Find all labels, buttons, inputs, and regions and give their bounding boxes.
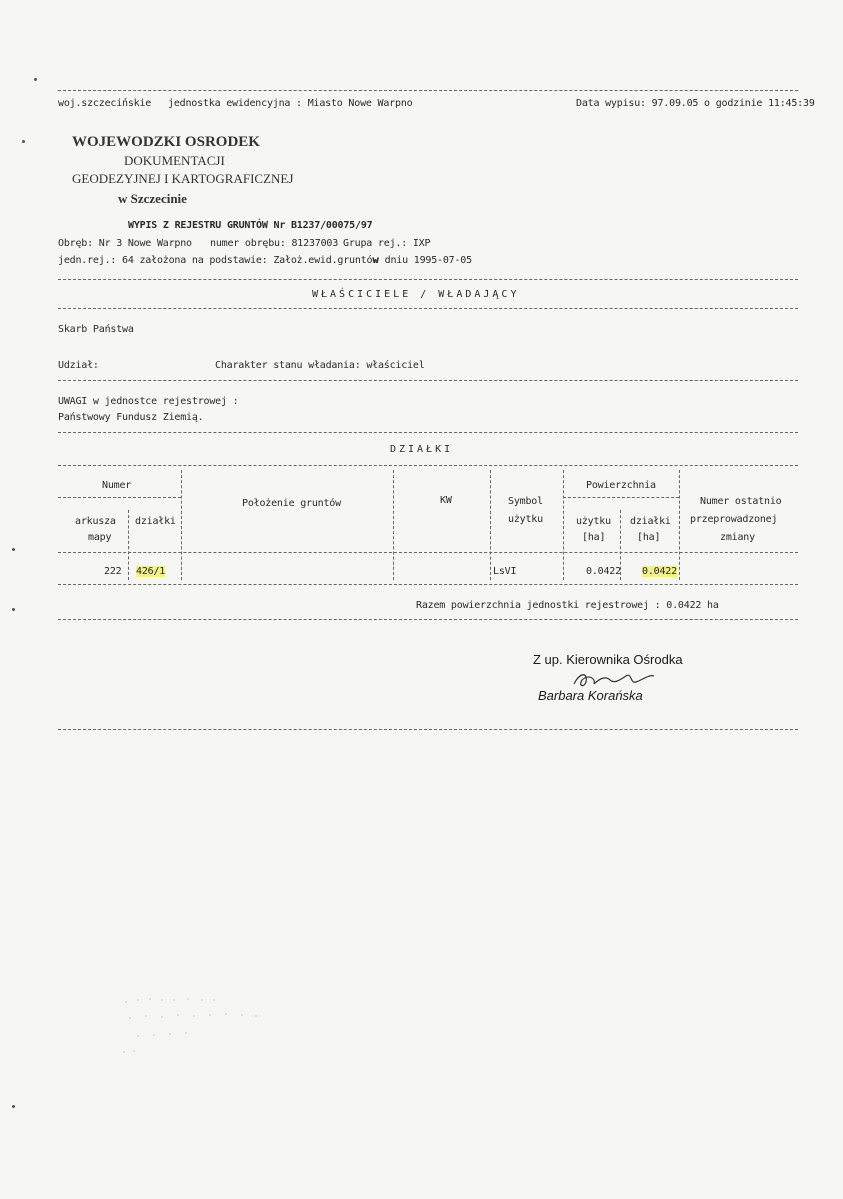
col-sep (128, 510, 129, 580)
rule (563, 497, 679, 498)
total-area: Razem powierzchnia jednostki rejestrowej : 0.0422 ha (416, 600, 719, 611)
stamp-line3: GEODEZYJNEJ I KARTOGRAFICZNEJ (72, 171, 294, 186)
col-sep (490, 470, 491, 580)
rule (58, 619, 798, 620)
bleed-through-smudge (118, 990, 268, 1060)
punch-hole (12, 1105, 15, 1108)
col-numer: Numer (102, 480, 132, 491)
obreb: Obręb: Nr 3 Nowe Warpno (58, 238, 192, 249)
grupa: Grupa rej.: IXP (343, 238, 431, 249)
col-sep (563, 470, 564, 580)
registry-title: WYPIS Z REJESTRU GRUNTÓW Nr B1237/00075/97 (128, 220, 373, 231)
rule (58, 584, 798, 585)
unit-label: jednostka ewidencyjna : Miasto Nowe Warpno (168, 98, 413, 109)
jedn-rej: jedn.rej.: 64 założona na podstawie: Założ.ewid.gruntów (58, 255, 379, 266)
rule (58, 497, 181, 498)
col-zmiany-1: Numer ostatnio (700, 496, 782, 507)
stamp-line4: w Szczecinie (118, 191, 187, 206)
punch-hole (22, 140, 25, 143)
col-sep (393, 470, 394, 580)
col-zmiany-2: przeprowadzonej (690, 514, 778, 525)
col-ha-dzialki: [ha] (637, 532, 661, 543)
registry-date: w dniu 1995-07-05 (373, 255, 472, 266)
col-uzytku: użytku (508, 514, 543, 525)
notes-label: UWAGI w jednostce rejestrowej : (58, 396, 239, 407)
stamp-line1: WOJEWODZKI OSRODEK (72, 134, 260, 150)
rule (58, 90, 798, 91)
punch-hole (12, 548, 15, 551)
rule (58, 308, 798, 309)
col-pow-dzialki: działki (630, 516, 671, 527)
col-dzialki: działki (135, 516, 176, 527)
col-mapy: mapy (88, 532, 112, 543)
col-kw: KW (440, 495, 452, 506)
signatory-name: Barbara Korańska (538, 688, 643, 703)
voivodeship: woj.szczecińskie (58, 98, 152, 109)
rule (58, 465, 798, 466)
col-polozenie: Położenie gruntów (242, 498, 341, 509)
ownership-character: Charakter stanu władania: właściciel (215, 360, 425, 371)
parcels-title: DZIAŁKI (390, 444, 454, 455)
rule (58, 729, 798, 730)
col-zmiany-3: zmiany (720, 532, 755, 543)
col-sep (679, 470, 680, 580)
col-ha-uzytku: [ha] (582, 532, 606, 543)
stamp-line2: DOKUMENTACJI (124, 153, 225, 168)
punch-hole (34, 78, 37, 81)
col-symbol: Symbol (508, 496, 543, 507)
share-label: Udział: (58, 360, 99, 371)
col-sep (181, 470, 182, 580)
extract-date: Data wypisu: 97.09.05 o godzinie 11:45:39 (576, 98, 815, 109)
rule (58, 380, 798, 381)
rule (58, 552, 798, 553)
row-dzialka: 426/1 (136, 566, 166, 577)
row-pow-dzialki: 0.0422 (642, 566, 677, 577)
handwritten-signature (570, 668, 680, 690)
signature-title: Z up. Kierownika Ośrodka (533, 652, 683, 667)
col-powierzchnia: Powierzchnia (586, 480, 656, 491)
row-arkusz: 222 (104, 566, 122, 577)
rule (58, 432, 798, 433)
numer-obrebu: numer obrębu: 81237003 (210, 238, 339, 249)
punch-hole (12, 608, 15, 611)
col-pow-uzytku: użytku (576, 516, 611, 527)
owners-title: WŁAŚCICIELE / WŁADAJĄCY (312, 289, 520, 300)
owner-name: Skarb Państwa (58, 324, 134, 335)
col-arkusza: arkusza (75, 516, 116, 527)
rule (58, 279, 798, 280)
row-symbol: LsVI (493, 566, 517, 577)
row-pow-uzytku: 0.0422 (586, 566, 621, 577)
notes-value: Państwowy Fundusz Ziemią. (58, 412, 204, 423)
